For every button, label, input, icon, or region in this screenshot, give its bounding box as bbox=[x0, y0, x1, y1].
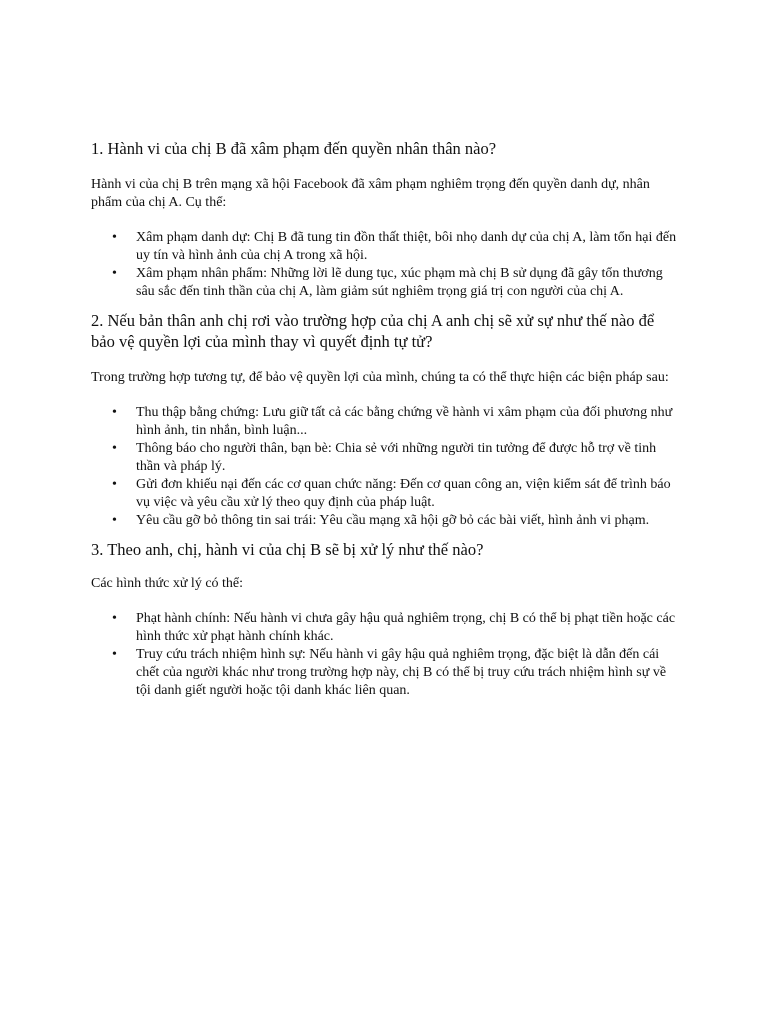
bullet-icon: • bbox=[112, 266, 117, 281]
list-item-text: Truy cứu trách nhiệm hình sự: Nếu hành vi gây hậu quả nghiêm trọng, đặc biệt là dẫn đến cái chết của người khác như trong trường hợp này, chị B có thể bị truy cứu trách nhiệm hình sự về tội danh giết người hoặc tội danh khác liên quan. bbox=[136, 647, 667, 698]
list-item bbox=[91, 404, 681, 440]
list-item-text: Xâm phạm danh dự: Chị B đã tung tin đồn thất thiệt, bôi nhọ danh dự của chị A, làm tổn hại đến uy tín và hình ảnh của chị A trong xã hội. bbox=[136, 230, 677, 263]
document-body bbox=[91, 138, 681, 700]
list-item-text: Xâm phạm nhân phẩm: Những lời lẽ dung tục, xúc phạm mà chị B sử dụng đã gây tổn thương sâu sắc đến tinh thần của chị A, làm giảm sút nghiêm trọng giá trị con người của chị A. bbox=[136, 266, 663, 299]
section-3-heading: 3. Theo anh, chị, hành vi của chị B sẽ bị xử lý như thế nào? bbox=[91, 540, 484, 559]
section-3-list bbox=[91, 610, 681, 700]
section-2-list bbox=[91, 404, 681, 530]
section-1-intro: Hành vi của chị B trên mạng xã hội Facebook đã xâm phạm nghiêm trọng đến quyền danh dự, nhân phẩm của chị A. Cụ thể: bbox=[91, 177, 650, 210]
bullet-icon: • bbox=[112, 611, 117, 626]
list-item bbox=[91, 610, 681, 646]
list-item-text: Phạt hành chính: Nếu hành vi chưa gây hậu quả nghiêm trọng, chị B có thể bị phạt tiền hoặc các hình thức xử phạt hành chính khác. bbox=[136, 611, 676, 644]
list-item bbox=[91, 512, 681, 530]
section-2-intro: Trong trường hợp tương tự, để bảo vệ quyền lợi của mình, chúng ta có thể thực hiện các biện pháp sau: bbox=[91, 370, 669, 385]
section-2-heading: 2. Nếu bản thân anh chị rơi vào trường hợp của chị A anh chị sẽ xử sự như thế nào để bảo vệ quyền lợi của mình thay vì quyết định tự tử? bbox=[91, 311, 655, 351]
list-item bbox=[91, 476, 681, 512]
list-item-text: Thu thập bằng chứng: Lưu giữ tất cả các bằng chứng về hành vi xâm phạm của đối phương như hình ảnh, tin nhắn, bình luận... bbox=[136, 405, 673, 438]
bullet-icon: • bbox=[112, 441, 117, 456]
bullet-icon: • bbox=[112, 405, 117, 420]
bullet-icon: • bbox=[112, 477, 117, 492]
bullet-icon: • bbox=[112, 230, 117, 245]
section-1-list bbox=[91, 229, 681, 301]
list-item bbox=[91, 646, 681, 700]
list-item bbox=[91, 440, 681, 476]
list-item bbox=[91, 265, 681, 301]
section-3-intro: Các hình thức xử lý có thể: bbox=[91, 576, 244, 591]
list-item bbox=[91, 229, 681, 265]
list-item-text: Thông báo cho người thân, bạn bè: Chia sẻ với những người tin tưởng để được hỗ trợ về tinh thần và pháp lý. bbox=[136, 441, 657, 474]
list-item-text: Yêu cầu gỡ bỏ thông tin sai trái: Yêu cầu mạng xã hội gỡ bỏ các bài viết, hình ảnh vi phạm. bbox=[136, 513, 650, 528]
section-1-heading: 1. Hành vi của chị B đã xâm phạm đến quyền nhân thân nào? bbox=[91, 139, 497, 158]
bullet-icon: • bbox=[112, 647, 117, 662]
bullet-icon: • bbox=[112, 513, 117, 528]
list-item-text: Gửi đơn khiếu nại đến các cơ quan chức năng: Đến cơ quan công an, viện kiểm sát để trình báo vụ việc và yêu cầu xử lý theo quy định của pháp luật. bbox=[136, 477, 671, 510]
